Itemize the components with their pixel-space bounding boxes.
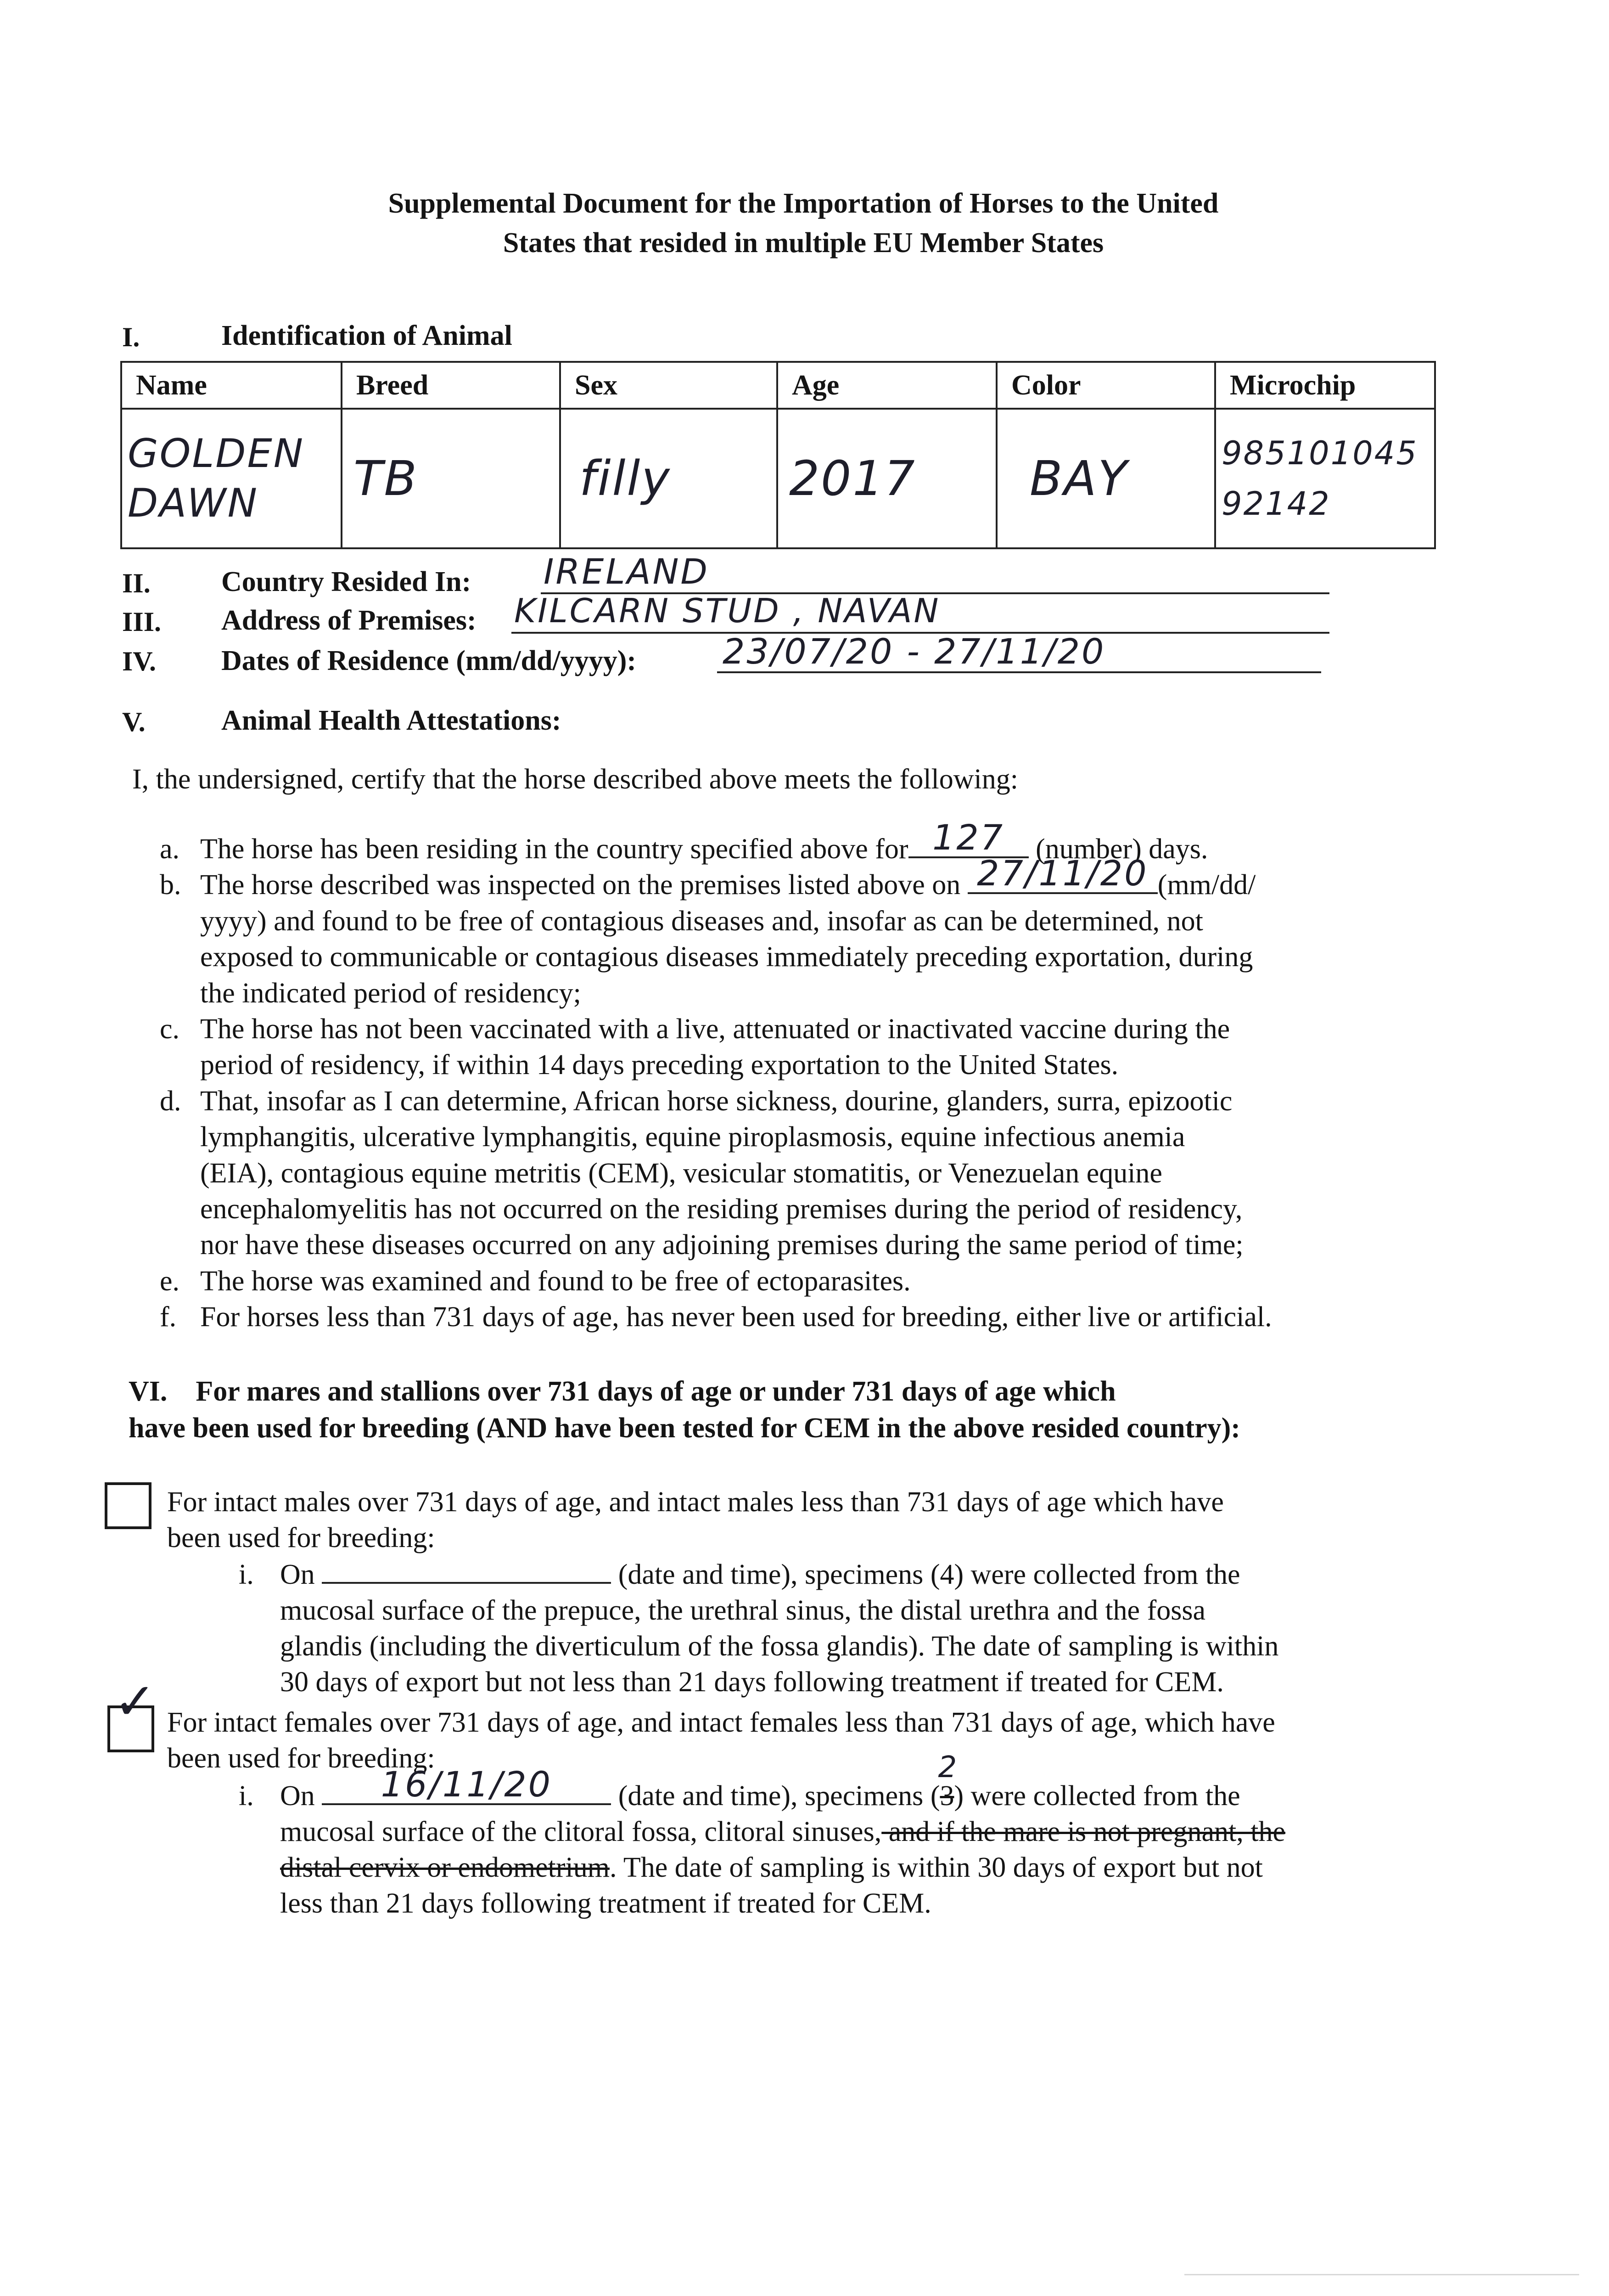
attestation-b: [160, 853, 1440, 1011]
col-header-sex: Sex: [560, 362, 777, 409]
attestation-b-marker: b.: [160, 869, 181, 901]
section-3-number: III.: [122, 607, 162, 637]
males-line-3: mucosal surface of the prepuce, the urethral sinus, the distal urethra and the fossa: [280, 1595, 1205, 1626]
col-header-age: Age: [777, 362, 997, 409]
males-line-1: For intact males over 731 days of age, and intact males less than 731 days of age which have: [167, 1486, 1224, 1518]
section-6-heading-text-1: For mares and stallions over 731 days of age or under 731 days of age which: [196, 1376, 1116, 1407]
cell-name[interactable]: [121, 409, 342, 548]
specimen-count: [938, 1750, 959, 1814]
section-1-heading: Identification of Animal: [221, 320, 512, 351]
cell-age[interactable]: 2017: [777, 409, 997, 548]
section-6-heading-line-2: have been used for breeding (AND have been tested for CEM in the above resided country):: [129, 1412, 1240, 1444]
attestation-d-line-4: encephalomyelitis has not occurred on the residing premises during the period of residency,: [200, 1193, 1243, 1225]
attestation-f-line-1: For horses less than 731 days of age, has never been used for breeding, either live or artificial.: [200, 1301, 1272, 1333]
address-label: Address of Premises:: [221, 605, 477, 636]
cell-sex[interactable]: filly: [560, 409, 777, 548]
attestation-a: [160, 816, 1440, 867]
col-header-breed: Breed: [342, 362, 560, 409]
attestation-d-line-2: lymphangitis, ulcerative lymphangitis, equine piroplasmosis, equine infectious anemia: [200, 1121, 1185, 1153]
scan-artifact-line: [1184, 2274, 1579, 2275]
males-line-2: been used for breeding:: [167, 1522, 435, 1553]
males-sub-i-marker: i.: [239, 1559, 254, 1590]
address-value[interactable]: KILCARN STUD , NAVAN: [514, 591, 941, 630]
attestation-f: [160, 1299, 1440, 1335]
males-sub-i-text: (date and time), specimens (4) were collected from the: [618, 1559, 1240, 1590]
females-line-3-struck: and if the mare is not pregnant, the: [881, 1816, 1285, 1847]
females-line-2: been used for breeding:: [167, 1743, 435, 1774]
females-date-blank[interactable]: [322, 1764, 611, 1805]
section-5-number: V.: [122, 707, 146, 737]
attestation-f-marker: f.: [160, 1301, 177, 1333]
attestation-b-text-1: The horse described was inspected on the premises listed above on: [200, 869, 961, 901]
dates-value[interactable]: 23/07/20 - 27/11/20: [723, 631, 1106, 672]
cell-microchip[interactable]: [1215, 409, 1435, 548]
section-6-heading-line-1: [129, 1373, 1240, 1410]
females-line-5: less than 21 days following treatment if treated for CEM.: [280, 1888, 931, 1919]
attestation-d: [160, 1083, 1440, 1263]
attestation-a-text-2: (number) days.: [1036, 833, 1208, 865]
attestation-c-line-2: period of residency, if within 14 days preceding exportation to the United States.: [200, 1049, 1119, 1081]
microchip-line-1: 985101045: [1222, 434, 1418, 472]
attestation-a-text-1: The horse has been residing in the country specified above for: [200, 833, 908, 865]
specimen-count-handwritten: 2: [938, 1750, 959, 1784]
attestation-b-text-2: (mm/dd/: [1157, 869, 1256, 901]
attestation-intro: I, the undersigned, certify that the horse described above meets the following:: [132, 764, 1018, 795]
section-6-number: VI.: [129, 1376, 168, 1407]
females-check-mark-icon: ✓: [114, 1672, 157, 1731]
females-sub-i-text-2: ) were collected from the: [954, 1780, 1240, 1812]
attestation-e: [160, 1263, 1440, 1299]
name-line-1: GOLDEN: [128, 431, 305, 477]
attestation-c-marker: c.: [160, 1013, 180, 1045]
attestation-a-marker: a.: [160, 833, 180, 865]
attestation-d-marker: d.: [160, 1085, 181, 1117]
attestation-b-line-4: the indicated period of residency;: [200, 977, 581, 1009]
females-line-1: For intact females over 731 days of age, and intact females less than 731 days of age, which have: [167, 1707, 1275, 1738]
females-line-4-end: . The date of sampling is within 30 days of export but not: [609, 1852, 1263, 1883]
females-line-4-struck: distal cervix or endometrium: [280, 1852, 610, 1883]
males-checkbox[interactable]: [105, 1482, 151, 1529]
title-line-1: Supplemental Document for the Importation of Horses to the United: [388, 188, 1219, 219]
section-1-number: I.: [122, 322, 140, 352]
males-on: On: [280, 1559, 315, 1590]
attestation-e-line-1: The horse was examined and found to be free of ectoparasites.: [200, 1265, 911, 1297]
title-line-2: States that resided in multiple EU Member States: [503, 227, 1104, 259]
males-date-blank[interactable]: [322, 1582, 611, 1584]
days-value: 127: [932, 816, 1005, 858]
males-line-4: glandis (including the diverticulum of the fossa glandis). The date of sampling is within: [280, 1631, 1279, 1662]
cell-breed[interactable]: TB: [342, 409, 560, 548]
col-header-color: Color: [997, 362, 1215, 409]
identification-header-row: [121, 362, 1435, 409]
inspection-date-blank[interactable]: [968, 853, 1158, 894]
females-sub-i-text-1: (date and time), specimens (: [618, 1780, 940, 1812]
attestation-c-line-1: The horse has not been vaccinated with a live, attenuated or inactivated vaccine during the: [200, 1013, 1230, 1045]
attestation-e-marker: e.: [160, 1265, 180, 1297]
females-block: [167, 1705, 1275, 1776]
section-5-heading: Animal Health Attestations:: [221, 705, 561, 736]
males-sub-i: [280, 1557, 1278, 1700]
attestation-list: [160, 816, 1440, 1335]
females-sub-i: [280, 1750, 1285, 1921]
males-line-5: 30 days of export but not less than 21 days following treatment if treated for CEM.: [280, 1666, 1224, 1698]
females-date-value: 16/11/20: [381, 1764, 552, 1805]
females-sub-i-marker: i.: [239, 1780, 254, 1812]
section-6-heading: [129, 1373, 1240, 1446]
identification-data-row: [121, 409, 1435, 548]
attestation-d-line-5: nor have these diseases occurred on any adjoining premises during the same period of time;: [200, 1229, 1244, 1261]
section-4-number: IV.: [122, 646, 156, 676]
attestation-d-line-1: That, insofar as I can determine, African horse sickness, dourine, glanders, surra, epizootic: [200, 1085, 1233, 1117]
females-line-3-start: mucosal surface of the clitoral fossa, clitoral sinuses,: [280, 1816, 882, 1847]
col-header-name: Name: [121, 362, 342, 409]
col-header-microchip: Microchip: [1215, 362, 1435, 409]
identification-table: [120, 361, 1436, 549]
country-label: Country Resided In:: [221, 566, 471, 597]
females-on: On: [280, 1780, 315, 1812]
cell-color[interactable]: BAY: [997, 409, 1215, 548]
specimen-count-struck: 3: [940, 1780, 954, 1812]
country-value[interactable]: IRELAND: [544, 551, 709, 592]
attestation-c: [160, 1011, 1440, 1083]
attestation-b-line-2: yyyy) and found to be free of contagious diseases and, insofar as can be determined, not: [200, 905, 1203, 937]
section-2-number: II.: [122, 568, 151, 598]
attestation-d-line-3: (EIA), contagious equine metritis (CEM), vesicular stomatitis, or Venezuelan equine: [200, 1157, 1162, 1189]
name-line-2: DAWN: [128, 480, 258, 526]
males-block: [167, 1484, 1224, 1556]
inspection-date-value: 27/11/20: [977, 853, 1149, 894]
document-title: [184, 184, 1423, 263]
microchip-line-2: 92142: [1222, 485, 1331, 523]
dates-label: Dates of Residence (mm/dd/yyyy):: [221, 645, 637, 676]
attestation-b-line-3: exposed to communicable or contagious diseases immediately preceding exportation, during: [200, 941, 1253, 973]
